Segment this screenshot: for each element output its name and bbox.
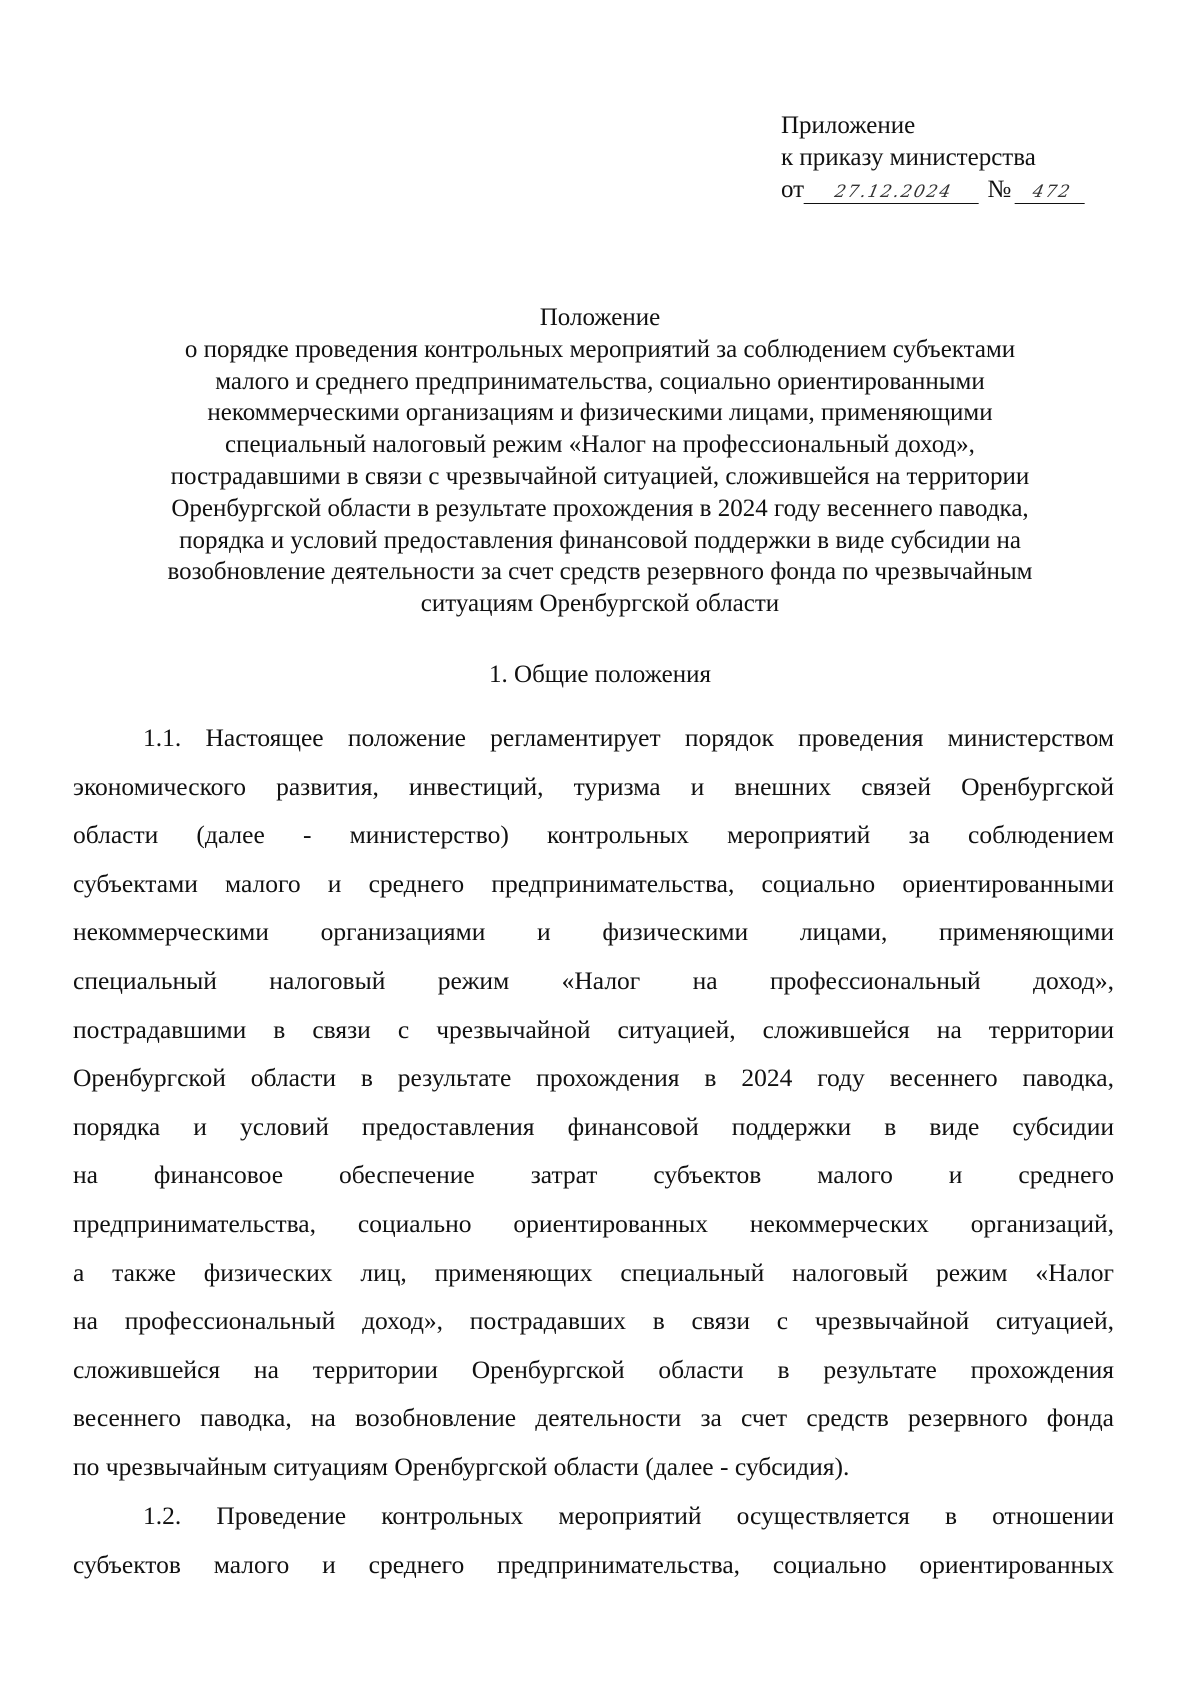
paragraph-line: субъектов малого и среднего предпринимательства, социально ориентированных [73,1549,1114,1579]
title-line: возобновление деятельности за счет средств резервного фонда по чрезвычайным [167,558,1033,586]
handwritten-number: 472 [1015,181,1090,204]
paragraph-line: экономического развития, инвестиций, туризма и внешних связей Оренбургской [73,771,1114,801]
handwritten-date: 27.12.2024 [804,181,984,204]
title-line: пострадавшими в связи с чрезвычайной ситуацией, сложившейся на территории [170,462,1030,490]
title-line: порядка и условий предоставления финансовой поддержки в виде субсидии на [179,526,1021,554]
paragraph-line: на финансовое обеспечение затрат субъектов малого и среднего [73,1160,1114,1190]
paragraph-line: порядка и условий предоставления финансовой поддержки в виде субсидии [73,1111,1114,1141]
paragraph-line: сложившейся на территории Оренбургской области в результате прохождения [73,1354,1114,1384]
title-line: Положение [539,304,661,331]
paragraph-line: специальный налоговый режим «Налог на профессиональный доход», [73,965,1114,995]
paragraph-line: а также физических лиц, применяющих специальный налоговый режим «Налог [73,1257,1114,1287]
title-line: ситуациям Оренбургской области [420,590,780,618]
section-heading: 1. Общие положения [489,661,711,688]
title-line: специальный налоговый режим «Налог на профессиональный доход», [225,431,975,459]
title-line: о порядке проведения контрольных мероприятий за соблюдением субъектами [184,335,1016,363]
title-line: Оренбургской области в результате прохождения в 2024 году весеннего паводка, [171,494,1029,522]
paragraph-line: 1.1. Настоящее положение регламентирует порядок проведения министерством [143,723,1114,752]
appendix-date-number-line [781,174,1161,206]
title-line: некоммерческими организациям и физическими лицами, применяющими [207,399,993,427]
appendix-order-reference: к приказу министерства [781,144,1036,171]
from-label: от [781,176,805,203]
paragraph-1-2 [73,1500,1114,1597]
paragraph-line: на профессиональный доход», пострадавших в связи с чрезвычайной ситуацией, [73,1306,1114,1336]
appendix-title: Приложение [781,112,916,139]
paragraph-line: предпринимательства, социально ориентированных некоммерческих организаций, [73,1208,1114,1238]
number-label: № [987,176,1012,203]
paragraph-line: Оренбургской области в результате прохождения в 2024 году весеннего паводка, [73,1063,1114,1093]
paragraph-1-1 [73,722,1114,1500]
title-line: малого и среднего предпринимательства, социально ориентированными [215,367,985,395]
paragraph-line: некоммерческими организациями и физическими лицами, применяющими [73,917,1114,947]
paragraph-line: пострадавшими в связи с чрезвычайной ситуацией, сложившейся на территории [73,1014,1114,1044]
paragraph-line: по чрезвычайным ситуациям Оренбургской области (далее - субсидия). [73,1451,850,1481]
document-title [70,302,1130,620]
paragraph-line: субъектами малого и среднего предпринимательства, социально ориентированными [73,868,1114,898]
appendix-block [781,110,1161,206]
paragraph-line: 1.2. Проведение контрольных мероприятий осуществляется в отношении [143,1501,1114,1530]
paragraph-line: области (далее - министерство) контрольных мероприятий за соблюдением [73,820,1114,850]
paragraph-line: весеннего паводка, на возобновление деятельности за счет средств резервного фонда [73,1403,1114,1433]
